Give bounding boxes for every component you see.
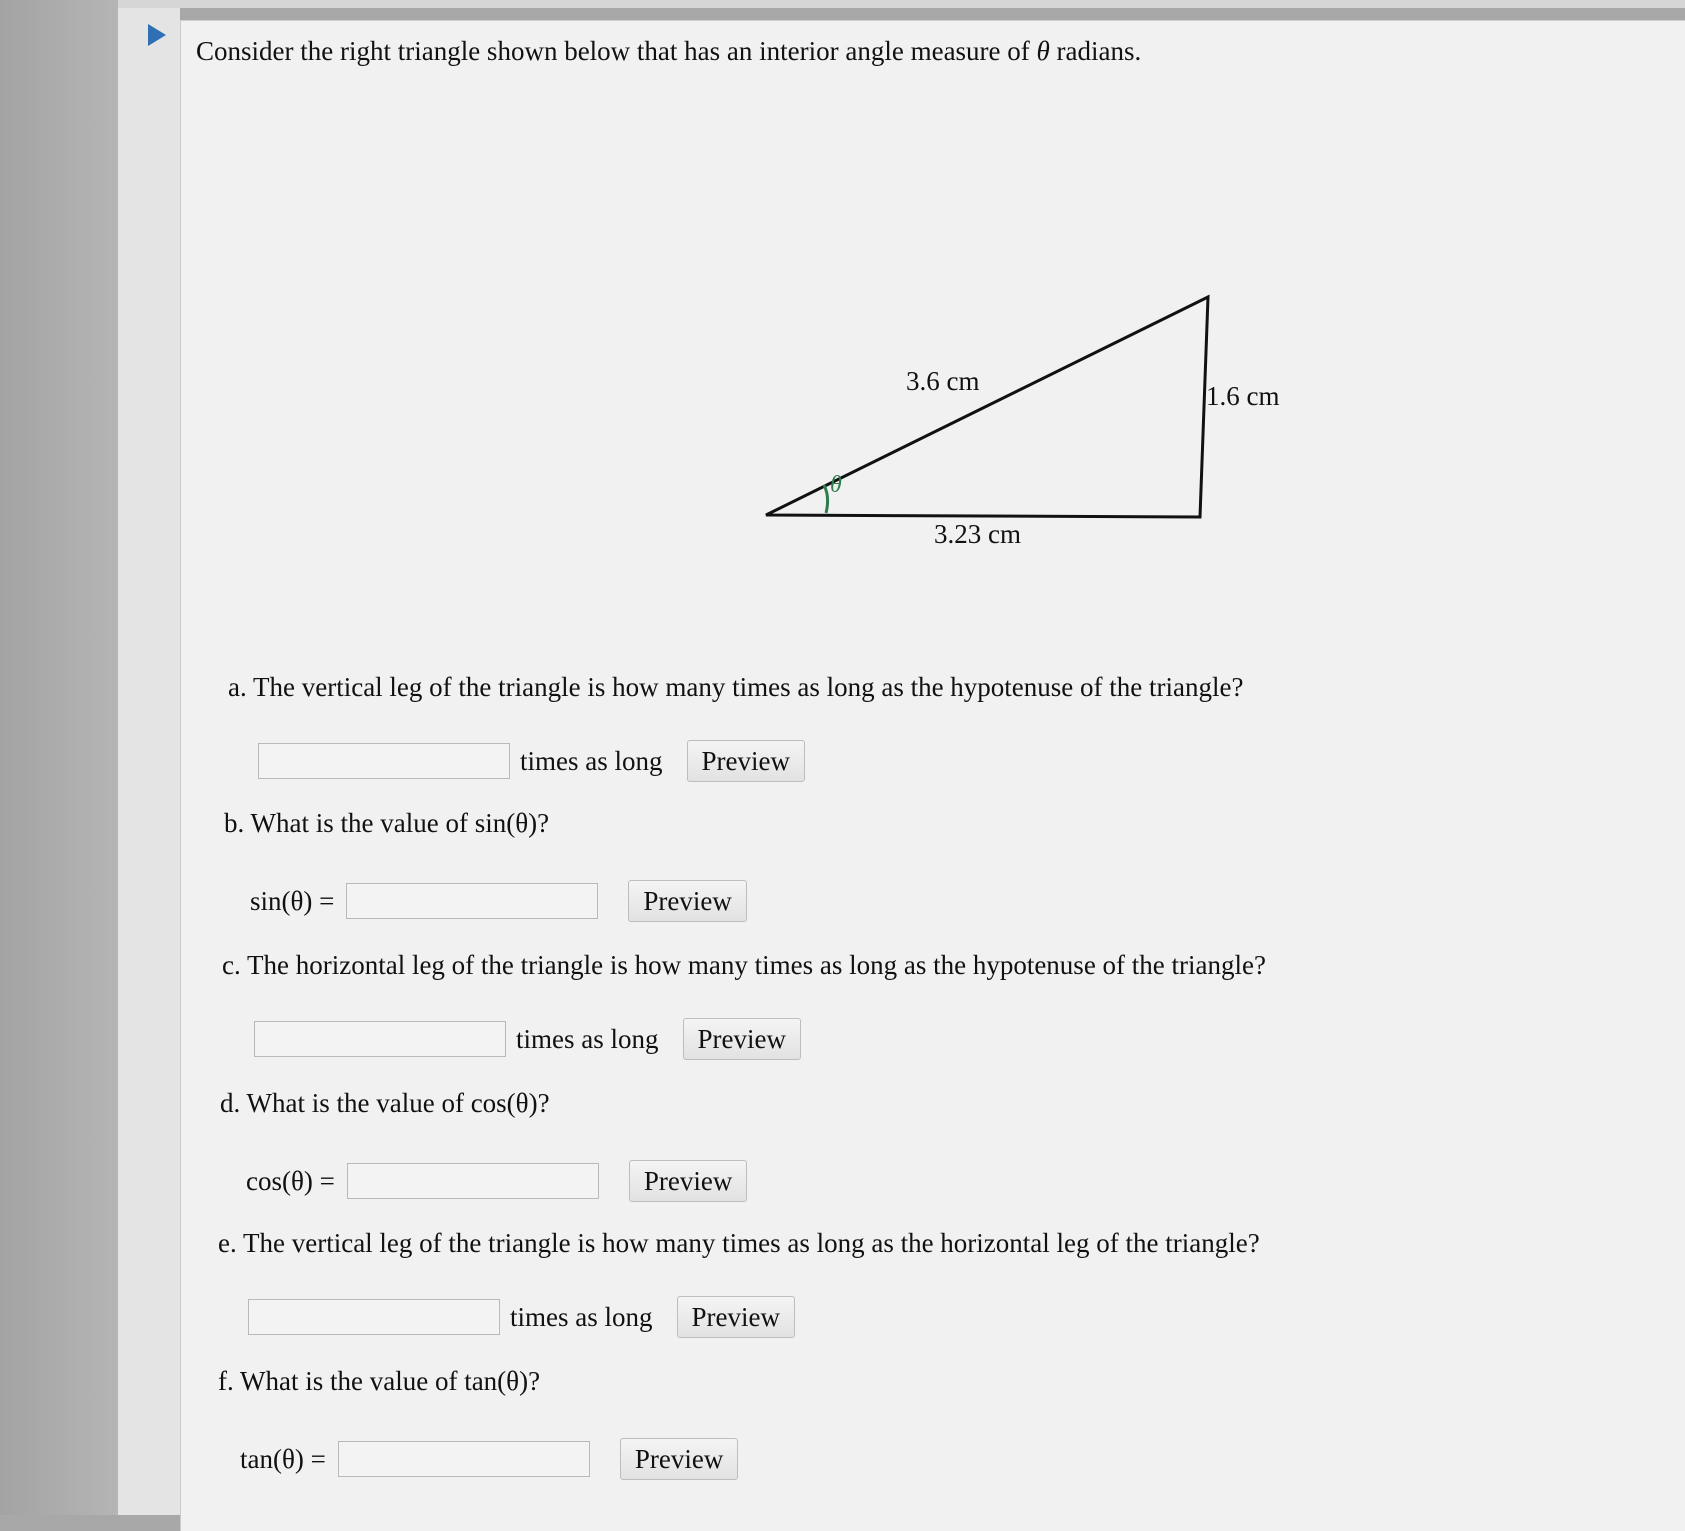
problem-statement: Consider the right triangle shown below that has an interior angle measure of θ radians. bbox=[196, 36, 1142, 66]
preview-button-a[interactable]: Preview bbox=[687, 740, 805, 782]
preview-button-c[interactable]: Preview bbox=[683, 1018, 801, 1060]
question-a: a. The vertical leg of the triangle is how many times as long as the hypotenuse of the triangle? bbox=[228, 672, 1244, 702]
answer-input-c[interactable] bbox=[254, 1021, 506, 1057]
answer-row-e bbox=[248, 1296, 795, 1338]
tan-input[interactable] bbox=[338, 1441, 590, 1477]
question-e: e. The vertical leg of the triangle is how many times as long as the horizontal leg of the triangle? bbox=[218, 1228, 1260, 1258]
cos-input[interactable] bbox=[347, 1163, 599, 1199]
answer-suffix-c: times as long bbox=[516, 1023, 659, 1054]
hypotenuse-label: 3.6 cm bbox=[906, 366, 980, 396]
question-c: c. The horizontal leg of the triangle is how many times as long as the hypotenuse of the triangle? bbox=[222, 950, 1266, 980]
preview-button-f[interactable]: Preview bbox=[620, 1438, 738, 1480]
preview-button-e[interactable]: Preview bbox=[677, 1296, 795, 1338]
answer-input-e[interactable] bbox=[248, 1299, 500, 1335]
left-background bbox=[0, 0, 118, 1515]
question-b: b. What is the value of sin(θ)? bbox=[224, 808, 550, 838]
preview-button-d[interactable]: Preview bbox=[629, 1160, 747, 1202]
tan-label: tan(θ) = bbox=[240, 1443, 326, 1474]
sin-input[interactable] bbox=[346, 883, 598, 919]
horizontal-leg-label: 3.23 cm bbox=[934, 519, 1021, 549]
answer-suffix-a: times as long bbox=[520, 745, 663, 776]
angle-arc bbox=[824, 485, 828, 513]
answer-input-a[interactable] bbox=[258, 743, 510, 779]
answer-row-b bbox=[250, 880, 747, 922]
triangle-figure bbox=[760, 285, 1320, 565]
answer-row-c bbox=[254, 1018, 801, 1060]
top-edge bbox=[118, 0, 1685, 8]
preview-button-b[interactable]: Preview bbox=[628, 880, 746, 922]
angle-label: θ bbox=[830, 472, 842, 498]
vertical-leg-label: 1.6 cm bbox=[1206, 381, 1280, 411]
cos-label: cos(θ) = bbox=[246, 1165, 335, 1196]
answer-suffix-e: times as long bbox=[510, 1301, 653, 1332]
answer-row-f bbox=[240, 1438, 738, 1480]
theta-symbol: θ bbox=[1036, 36, 1050, 66]
left-gutter bbox=[118, 0, 180, 1515]
sin-label: sin(θ) = bbox=[250, 885, 335, 916]
answer-row-d bbox=[246, 1160, 747, 1202]
collapse-toggle-icon[interactable] bbox=[148, 24, 166, 46]
answer-row-a bbox=[258, 740, 805, 782]
question-d: d. What is the value of cos(θ)? bbox=[220, 1088, 550, 1118]
question-f: f. What is the value of tan(θ)? bbox=[218, 1366, 541, 1396]
